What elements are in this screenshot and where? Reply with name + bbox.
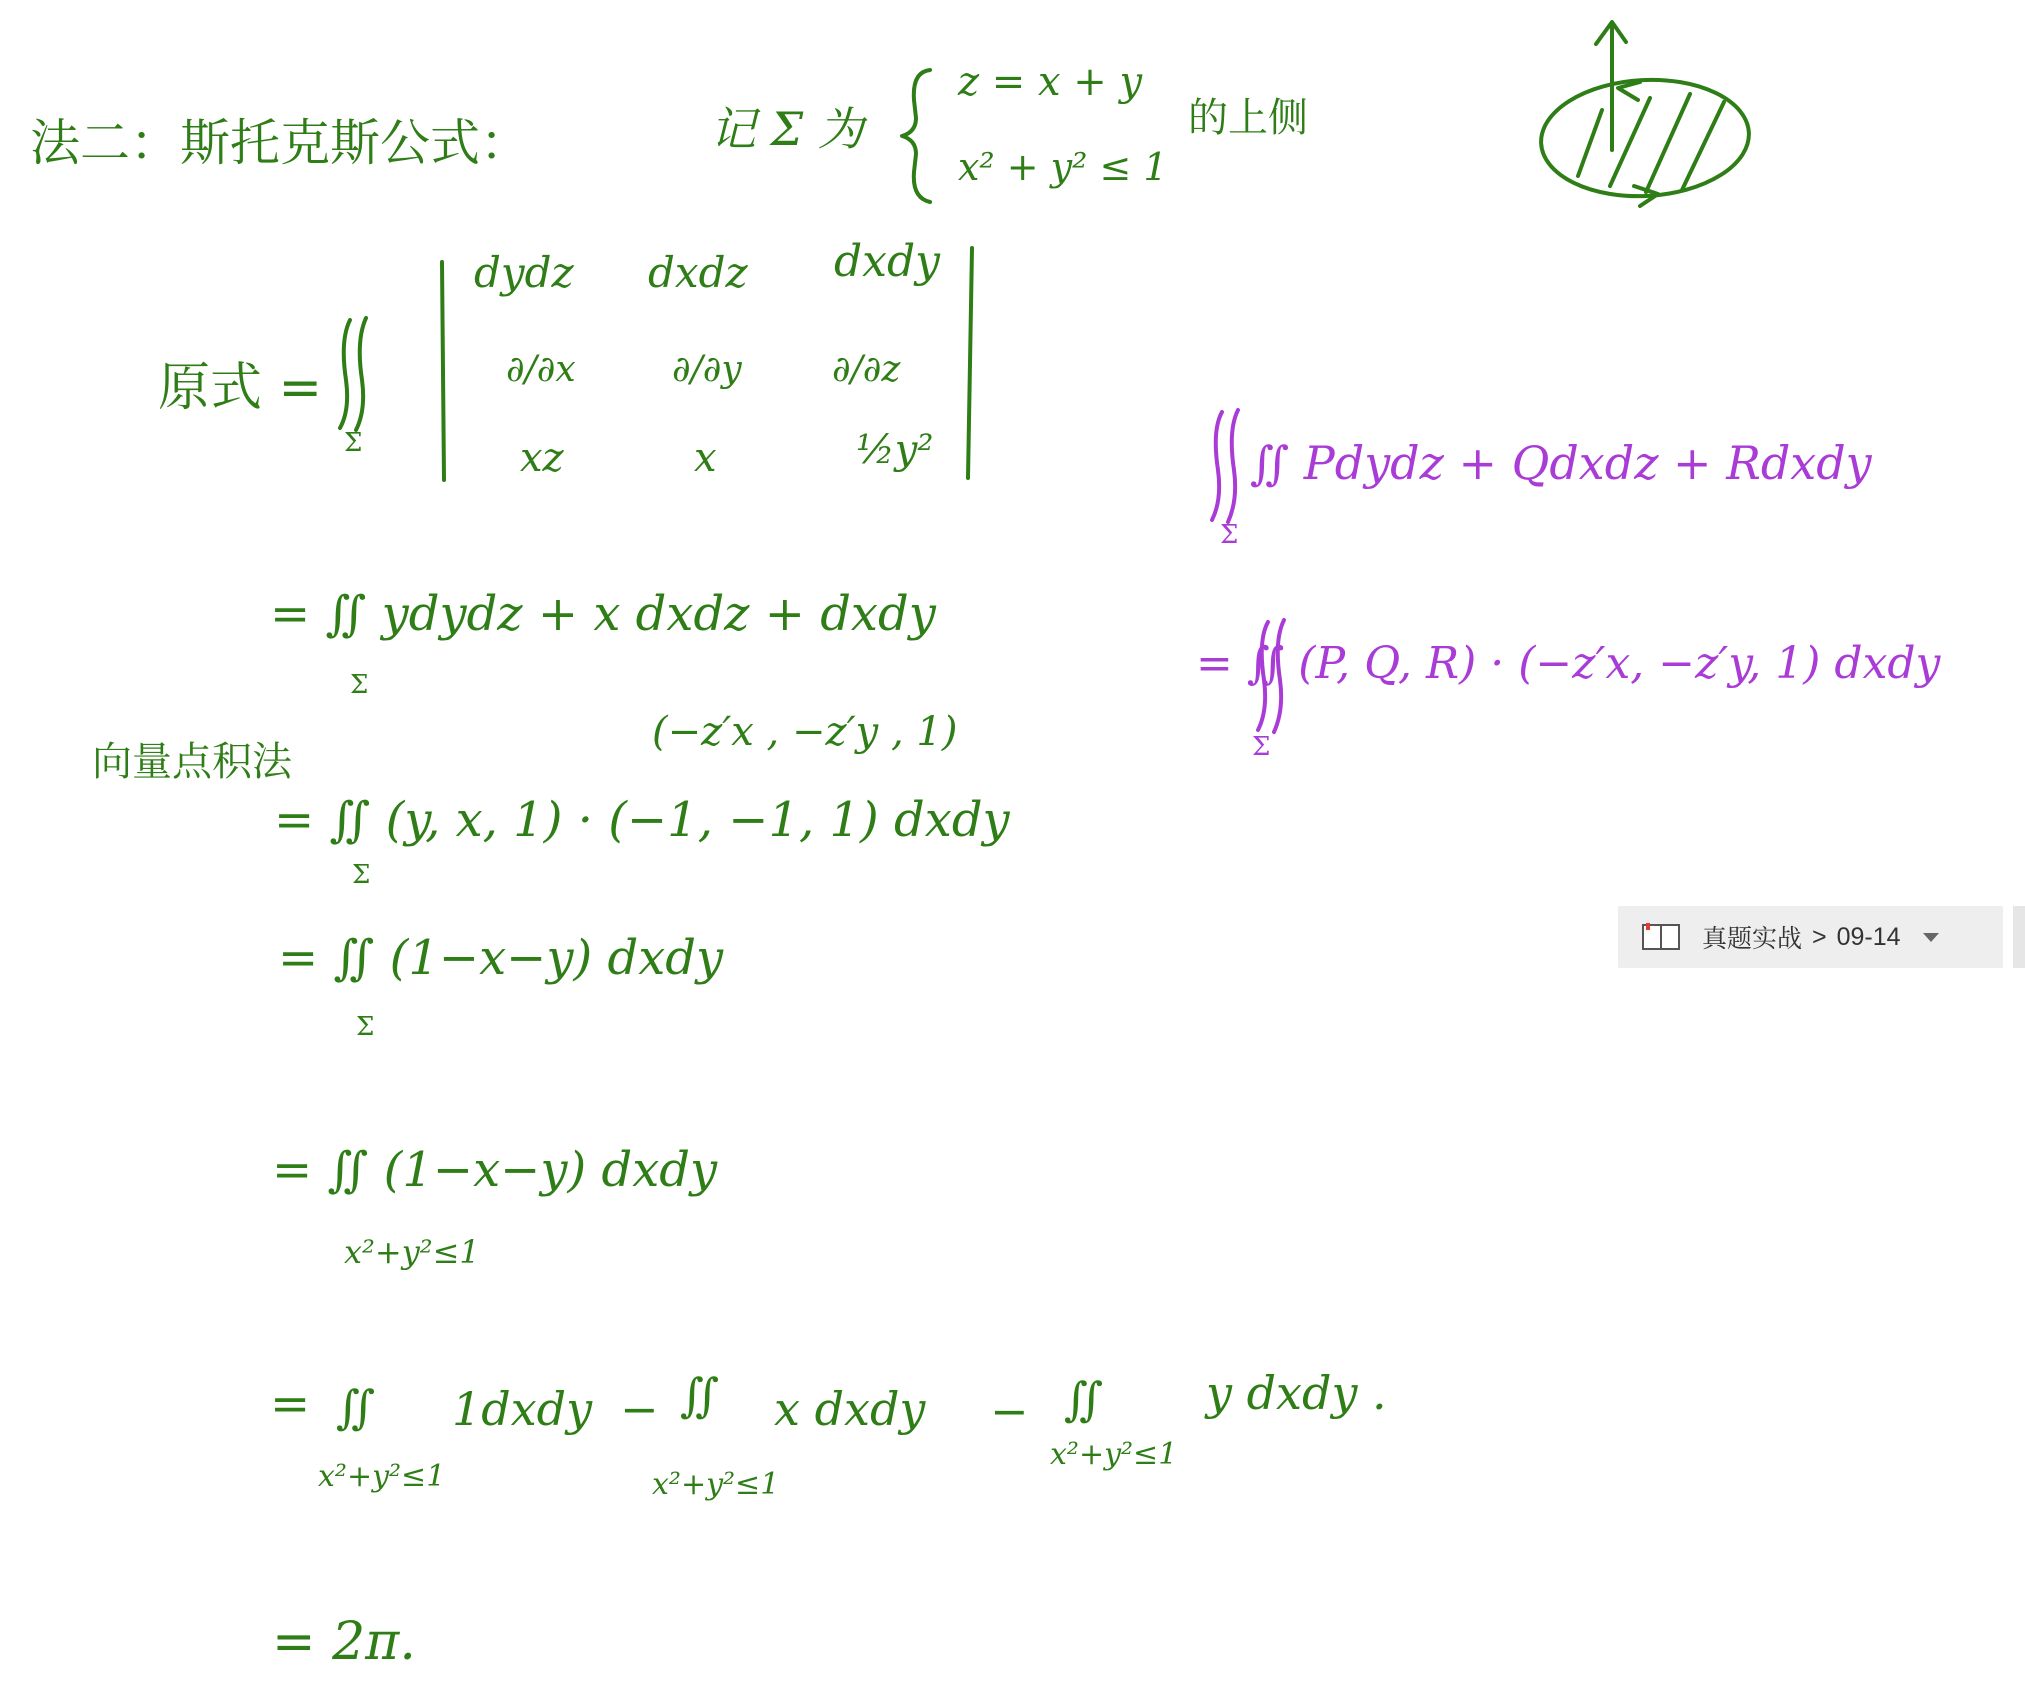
det-r3c2: x (694, 435, 717, 481)
integral-sign-purple-1 (1212, 410, 1238, 522)
sigma-definition: 记 Σ 为 (710, 102, 864, 156)
region-label-6c: x²+y²≤1 (1050, 1437, 1178, 1472)
sigma-subscript-4: Σ (356, 1012, 375, 1042)
system-brace (902, 70, 930, 202)
integral-sign-6b: ∬ (680, 1368, 720, 1422)
original-expression-label: 原式 = (158, 358, 323, 418)
step-line-3: = ∬ (y, x, 1) · (−1, −1, 1) dxdy (274, 792, 1010, 848)
sigma-subscript-det: Σ (344, 428, 363, 458)
det-r2c3: ∂/∂z (832, 349, 901, 390)
det-r1c2: dxdz (648, 248, 748, 297)
notebook-icon (1642, 924, 1680, 950)
sigma-subscript-2: Σ (350, 670, 369, 700)
det-r3c1: xz (520, 435, 564, 481)
region-label-1: x²+y²≤1 (344, 1233, 480, 1271)
integral-sign-det (340, 318, 366, 430)
step-line-2: = ∬ ydydz + x dxdz + dxdy (270, 586, 936, 642)
step-line-4: = ∬ (1−x−y) dxdy (278, 930, 724, 986)
sigma-subscript-3: Σ (352, 860, 371, 890)
breadcrumb-separator: > (1812, 922, 1827, 951)
upper-side-note: 的上侧 (1188, 95, 1308, 141)
sigma-subscript-purple-1: Σ (1220, 520, 1239, 550)
step-line-6-minus2: − (990, 1384, 1029, 1438)
determinant-left-bar (442, 262, 444, 480)
method-header: 法二：斯托克斯公式： (30, 114, 530, 172)
vector-dot-product-label: 向量点积法 (92, 739, 292, 785)
chevron-down-icon[interactable] (1923, 933, 1939, 942)
breadcrumb-section[interactable]: 真题实战 (1702, 925, 1803, 953)
flux-formula-general: ∬ Pdydz + Qdxdz + Rdxdy (1250, 436, 1872, 490)
normal-vector: (−z′x , −z′y , 1) (652, 709, 958, 755)
det-r3c3: ½y² (856, 427, 934, 473)
step-line-6-term3: y dxdy . (1206, 1366, 1387, 1420)
det-r2c1: ∂/∂x (506, 349, 576, 390)
integral-sign-6c: ∬ (1064, 1372, 1104, 1426)
system-equation-1: z = x + y (958, 59, 1143, 105)
flux-formula-dot-product: = ∬ (P, Q, R) · (−z′x, −z′y, 1) dxdy (1196, 638, 1941, 689)
region-label-6b: x²+y²≤1 (652, 1467, 780, 1502)
breadcrumb-page[interactable]: 09-14 (1836, 922, 1901, 951)
det-r1c1: dydz (474, 248, 574, 297)
surface-orientation-sketch (1538, 22, 1752, 206)
sigma-subscript-purple-2: Σ (1252, 732, 1271, 762)
integral-sign-6a: ∬ (336, 1380, 376, 1434)
det-r2c2: ∂/∂y (672, 349, 742, 390)
step-line-6-term2: x dxdy (774, 1382, 926, 1436)
det-r1c3: dxdy (834, 236, 941, 287)
step-line-6-term1: 1dxdy (452, 1382, 593, 1436)
step-line-6-minus1: − (620, 1382, 659, 1436)
page-breadcrumb[interactable] (1618, 906, 2003, 968)
step-line-6-equals: = (270, 1376, 311, 1432)
determinant-right-bar (968, 248, 972, 478)
region-label-6a: x²+y²≤1 (318, 1459, 446, 1494)
adjacent-panel-edge (2013, 906, 2025, 968)
step-line-5: = ∬ (1−x−y) dxdy (272, 1142, 718, 1198)
final-result: = 2π. (272, 1612, 416, 1672)
system-equation-2: x² + y² ≤ 1 (958, 145, 1168, 189)
